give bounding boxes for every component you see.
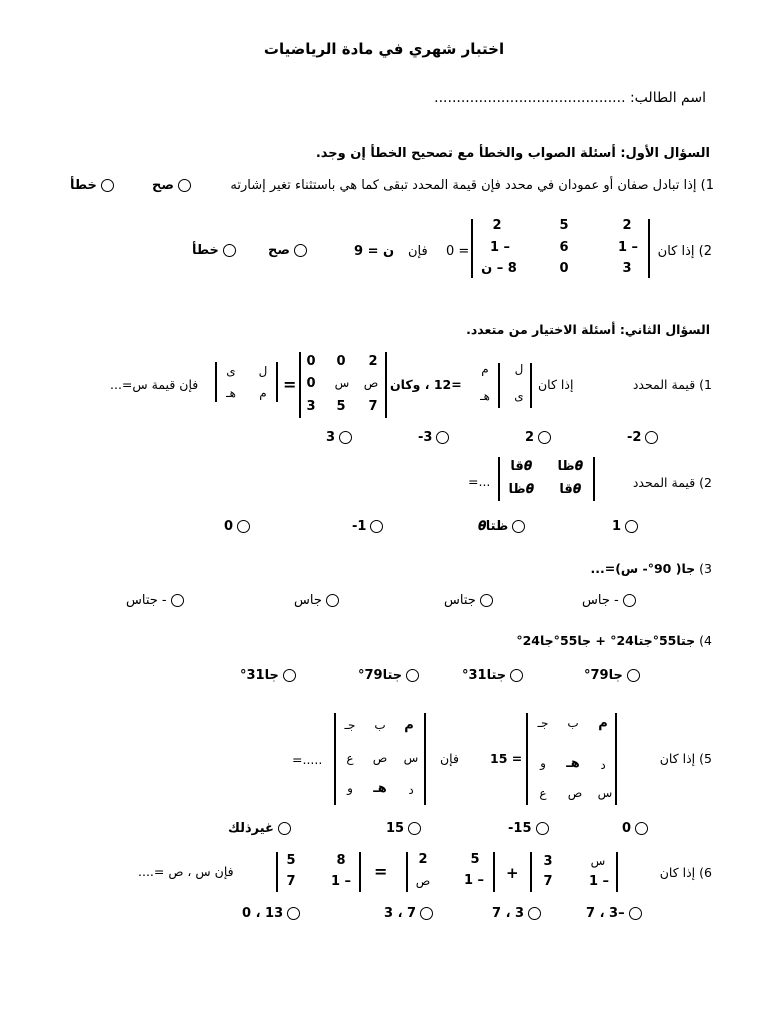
radio-circle-icon[interactable] [223, 244, 236, 257]
q2-heading: السؤال الثاني: أسئلة الاختيار من متعدد. [466, 322, 710, 337]
q2-item1-text [633, 377, 712, 392]
determinant-bar [530, 852, 532, 892]
q2-item2-text [633, 475, 712, 490]
q2-item3-number: 3) [699, 561, 712, 576]
radio-circle-icon[interactable] [627, 669, 640, 682]
radio-circle-icon[interactable] [294, 244, 307, 257]
option-label: 13 ، 0 [242, 906, 284, 921]
q1-item1-text: إذا تبادل صفان أو عمودان في محدد فإن قيمة المحدد تبقى كما هي باستثناء تغير إشارته [230, 178, 697, 193]
determinant-bar [526, 713, 528, 805]
matrix-cell: 5 [470, 852, 480, 867]
matrix-cell: 3 [306, 399, 316, 414]
q1-item1-false-option[interactable] [70, 178, 114, 193]
false-label: خطأ [192, 243, 219, 258]
matrix-cell: هـ [566, 756, 580, 771]
q2-item1-equals: =12 ، وكان [390, 377, 462, 392]
q2-item3-text: جا( 90°- س)=... [590, 561, 696, 576]
option-label: –3 ، 7 [586, 906, 625, 921]
matrix-cell: م [598, 716, 608, 731]
q2-item4 [516, 633, 712, 648]
matrix-cell: جـ [344, 718, 356, 732]
radio-circle-icon[interactable] [101, 179, 114, 192]
q1-item2-equals: = 0 [446, 244, 470, 259]
q2-item5-option-3[interactable] [386, 821, 421, 836]
matrix-cell: ل [258, 364, 268, 378]
matrix-cell: ى [226, 364, 236, 378]
matrix-cell: 8 – ن [481, 261, 517, 276]
q2-item5-question: =..... [292, 752, 323, 767]
radio-circle-icon[interactable] [283, 669, 296, 682]
matrix-cell: ظا𝜽 [557, 459, 583, 474]
matrix-cell: ل [514, 362, 524, 376]
q1-item2-prefix [658, 244, 712, 259]
determinant-bar [471, 219, 473, 278]
option-label: غيرذلك [228, 821, 274, 836]
q2-item2-label: قيمة المحدد [632, 475, 696, 490]
matrix-cell: 1 – [617, 240, 639, 255]
q2-item4-option-4[interactable] [240, 668, 296, 683]
option-label: 2 [525, 430, 535, 445]
true-label: صح [152, 178, 174, 193]
q2-item1-question: فإن قيمة س=... [110, 377, 199, 392]
matrix-cell: 2 [622, 218, 632, 233]
q2-item2-option-4[interactable] [224, 519, 250, 534]
matrix-cell: هـ [480, 389, 490, 403]
q2-item6-plus: + [506, 864, 519, 882]
q1-item1-true-option[interactable] [152, 178, 191, 193]
q2-item2-option-2[interactable] [478, 519, 525, 534]
matrix-cell: قا𝜽 [559, 482, 581, 497]
radio-circle-icon[interactable] [406, 669, 419, 682]
q2-item5-option-1[interactable] [622, 821, 648, 836]
q2-item5-number: 5) [699, 751, 712, 766]
q2-item6-option-4[interactable] [242, 906, 300, 921]
q1-item2-then: فإن [408, 244, 428, 259]
radio-circle-icon[interactable] [528, 907, 541, 920]
option-label: - جتاس [126, 593, 167, 608]
q2-item5-equals: = 15 [490, 751, 523, 766]
matrix-cell: د [600, 758, 606, 772]
q2-item4-number: 4) [699, 633, 712, 648]
q2-item1-option-1[interactable] [627, 430, 658, 445]
radio-circle-icon[interactable] [538, 431, 551, 444]
q2-item2-question: =... [468, 474, 491, 489]
matrix-cell: 6 [559, 240, 569, 255]
q2-item5-then: فإن [440, 751, 459, 766]
q2-item3-option-4[interactable] [126, 593, 184, 608]
option-label: جا79° [584, 668, 623, 683]
q2-item4-option-1[interactable] [584, 668, 640, 683]
option-label: 3 [326, 430, 336, 445]
q2-item6-prefix [660, 865, 712, 880]
option-label: جا31° [240, 668, 279, 683]
matrix-cell: 2 [492, 218, 502, 233]
matrix-cell: 0 [559, 261, 569, 276]
matrix-cell: 0 [306, 376, 316, 391]
page-title: اختبار شهري في مادة الرياضيات [263, 40, 505, 58]
matrix-cell: 2 [368, 354, 378, 369]
matrix-cell: س [590, 854, 606, 868]
q2-item3-option-2[interactable] [444, 593, 493, 608]
matrix-cell: 5 [336, 399, 346, 414]
determinant-bar [498, 457, 500, 501]
student-name-field[interactable]: اسم الطالب: ........................................... [434, 90, 706, 106]
radio-circle-icon[interactable] [171, 594, 184, 607]
determinant-bar [593, 457, 595, 501]
option-label: 15- [508, 821, 532, 836]
option-label: 2- [627, 430, 642, 445]
q2-item3 [591, 561, 713, 576]
option-label: 7 ، 3 [384, 906, 417, 921]
radio-circle-icon[interactable] [420, 907, 433, 920]
q2-item6-if: إذا كان [659, 865, 696, 880]
determinant-bar [406, 852, 408, 892]
matrix-cell: و [347, 781, 353, 795]
q1-item1-number: 1) [700, 178, 714, 193]
radio-circle-icon[interactable] [287, 907, 300, 920]
q1-item2-false-option[interactable] [192, 243, 236, 258]
matrix-cell: هـ [373, 781, 387, 796]
matrix-cell: م [481, 362, 489, 376]
option-label: جتا31° [462, 668, 507, 683]
matrix-cell: ب [567, 716, 579, 730]
option-label: - جاس [582, 593, 619, 608]
radio-circle-icon[interactable] [326, 594, 339, 607]
matrix-cell: ب [374, 718, 386, 732]
q1-heading: السؤال الأول: أسئلة الصواب والخطأ مع تصحيح الخطأ إن وجد. [315, 146, 710, 161]
determinant-bar [424, 713, 426, 805]
matrix-cell: 7 [286, 874, 296, 889]
q2-item3-option-3[interactable] [294, 593, 339, 608]
matrix-cell: 3 [622, 261, 632, 276]
q2-item4-option-3[interactable] [358, 668, 419, 683]
matrix-cell: 3 [543, 854, 553, 869]
radio-circle-icon[interactable] [178, 179, 191, 192]
matrix-cell: 1 – [330, 874, 352, 889]
option-label: جتا79° [358, 668, 403, 683]
radio-circle-icon[interactable] [480, 594, 493, 607]
option-label: 3- [418, 430, 433, 445]
q2-item2-option-1[interactable] [612, 519, 638, 534]
q2-item6-number: 6) [699, 865, 712, 880]
q2-item1-option-4[interactable] [326, 430, 352, 445]
option-label: 3 ، 7 [492, 906, 525, 921]
matrix-cell: د [408, 783, 414, 797]
matrix-cell: ظا𝜽 [508, 482, 534, 497]
radio-circle-icon[interactable] [278, 822, 291, 835]
radio-circle-icon[interactable] [536, 822, 549, 835]
q2-item5-if: إذا كان [659, 751, 696, 766]
q2-item6-question: فإن س ، ص =.... [138, 864, 234, 879]
option-label: 15 [386, 821, 405, 836]
radio-circle-icon[interactable] [645, 431, 658, 444]
false-label: خطأ [70, 178, 97, 193]
q2-item5-prefix [660, 751, 712, 766]
matrix-cell: 8 [336, 853, 346, 868]
q2-item4-option-2[interactable] [462, 668, 523, 683]
q2-item6-option-1[interactable] [586, 906, 642, 921]
q2-item5-option-2[interactable] [508, 821, 549, 836]
q2-item1-label: قيمة المحدد [632, 377, 696, 392]
q2-item1-option-3[interactable] [418, 430, 449, 445]
matrix-cell: 5 [286, 853, 296, 868]
matrix-cell: س [403, 751, 419, 765]
option-label: 0 [224, 519, 234, 534]
q2-item2-number: 2) [699, 475, 712, 490]
true-label: صح [268, 243, 290, 258]
q1-item2-number: 2) [698, 244, 712, 259]
radio-circle-icon[interactable] [629, 907, 642, 920]
determinant-bar [334, 713, 336, 805]
q2-item1-equals2: = [283, 375, 297, 394]
matrix-cell: 5 [559, 218, 569, 233]
matrix-cell: هـ [226, 386, 236, 400]
matrix-cell: س [597, 786, 613, 800]
matrix-cell: م [404, 718, 414, 733]
radio-circle-icon[interactable] [408, 822, 421, 835]
matrix-cell: 2 [418, 852, 428, 867]
q1-item2-if: إذا كان [657, 244, 695, 259]
radio-circle-icon[interactable] [512, 520, 525, 533]
radio-circle-icon[interactable] [625, 520, 638, 533]
determinant-bar [215, 362, 217, 402]
matrix-cell: ع [346, 751, 354, 765]
q2-item5-option-4[interactable] [228, 821, 291, 836]
matrix-cell: ص [567, 786, 583, 800]
matrix-cell: 0 [336, 354, 346, 369]
determinant-bar [493, 852, 495, 892]
matrix-cell: ى [514, 389, 524, 403]
q2-item1-if: إذا كان [538, 377, 574, 392]
radio-circle-icon[interactable] [339, 431, 352, 444]
option-label: ظتا𝜽 [478, 519, 509, 534]
option-label: 0 [622, 821, 632, 836]
matrix-cell: قا𝜽 [510, 459, 532, 474]
q1-item2-true-option[interactable] [268, 243, 307, 258]
q2-item2-option-3[interactable] [352, 519, 383, 534]
q2-item1-number: 1) [699, 377, 712, 392]
determinant-bar [498, 363, 500, 408]
matrix-cell: 1 – [489, 240, 511, 255]
option-label: 1 [612, 519, 622, 534]
matrix-cell: م [259, 386, 267, 400]
determinant-bar [359, 852, 361, 892]
q2-item4-text: جتا55°جتا24° + جا55°جا24° [516, 633, 696, 648]
q2-item3-option-1[interactable] [582, 593, 636, 608]
matrix-cell: ص [415, 874, 431, 888]
matrix-cell: و [540, 756, 546, 770]
determinant-bar [616, 852, 618, 892]
radio-circle-icon[interactable] [510, 669, 523, 682]
option-label: جتاس [444, 593, 476, 608]
radio-circle-icon[interactable] [635, 822, 648, 835]
radio-circle-icon[interactable] [370, 520, 383, 533]
q1-item2-condition: ن = 9 [354, 244, 395, 259]
determinant-bar [648, 219, 650, 278]
matrix-cell: ع [539, 786, 547, 800]
option-label: جاس [294, 593, 322, 608]
q1-item1 [230, 178, 714, 193]
q2-item1-option-2[interactable] [525, 430, 551, 445]
matrix-cell: ص [372, 751, 388, 765]
matrix-cell: 1 – [463, 873, 485, 888]
radio-circle-icon[interactable] [623, 594, 636, 607]
matrix-cell: 7 [543, 874, 553, 889]
matrix-cell: ص [363, 376, 379, 390]
q2-item6-option-2[interactable] [492, 906, 541, 921]
matrix-cell: 0 [306, 354, 316, 369]
radio-circle-icon[interactable] [436, 431, 449, 444]
matrix-cell: 7 [368, 399, 378, 414]
matrix-cell: س [334, 376, 350, 390]
determinant-bar [276, 362, 278, 402]
q2-item6-option-3[interactable] [384, 906, 433, 921]
q2-item6-equals: = [374, 862, 388, 881]
matrix-cell: جـ [537, 716, 549, 730]
matrix-cell: 1 – [588, 874, 610, 889]
radio-circle-icon[interactable] [237, 520, 250, 533]
option-label: 1- [352, 519, 367, 534]
